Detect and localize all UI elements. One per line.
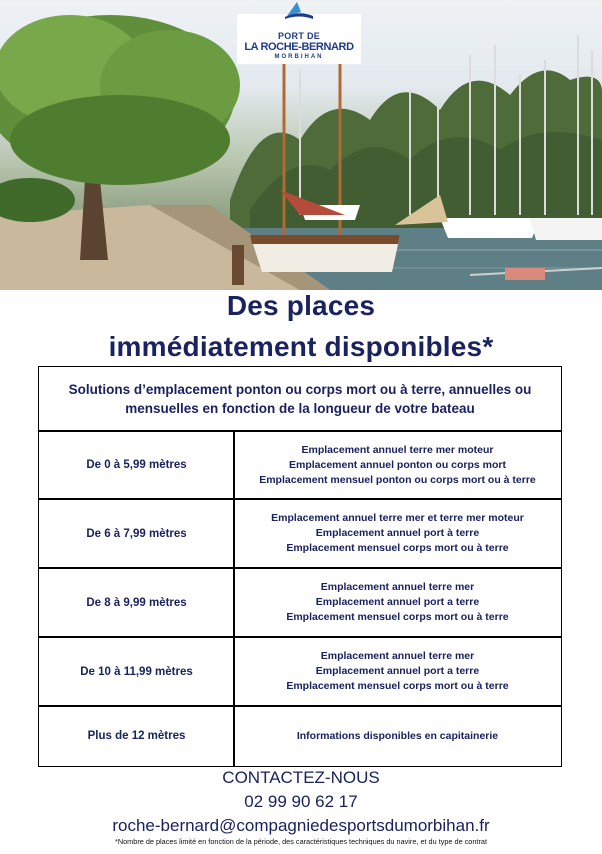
row-3-option: Emplacement mensuel corps mort ou à terre <box>286 680 509 692</box>
contact-title: CONTACTEZ-NOUS <box>222 768 380 787</box>
row-options-2 <box>233 567 562 638</box>
row-options-0 <box>233 430 562 500</box>
row-3-option: Emplacement annuel terre mer <box>320 650 475 662</box>
row-2-option: Emplacement mensuel corps mort ou à terre <box>286 611 509 623</box>
logo-wave-icon <box>283 0 315 20</box>
row-0-option: Emplacement annuel ponton ou corps mort <box>288 458 507 471</box>
row-2-option: Emplacement annuel port a terre <box>315 596 480 608</box>
row-1-option: Emplacement annuel port à terre <box>315 527 480 539</box>
row-options-1 <box>233 498 562 569</box>
row-length-4: Plus de 12 mètres <box>38 705 235 767</box>
row-4-option: Informations disponibles en capitainerie <box>296 729 499 742</box>
row-options-4 <box>233 705 562 767</box>
footnote: *Nombre de places limité en fonction de la période, des caractéristiques techniques du navire, et du type de contrat <box>115 837 487 846</box>
page-title-line-1: Des places <box>226 290 376 321</box>
logo-line-2: LA ROCHE-BERNARD <box>244 41 354 53</box>
row-3-option: Emplacement annuel port a terre <box>315 665 480 677</box>
row-2-option: Emplacement annuel terre mer <box>320 581 475 593</box>
contact-phone: 02 99 90 62 17 <box>244 792 358 811</box>
contact-email: roche-bernard@compagniedesportsdumorbihan.fr <box>112 816 490 835</box>
logo-line-3: MORBIHAN <box>274 54 324 60</box>
page-title-line-2: immédiatement disponibles* <box>108 331 494 362</box>
row-1-option: Emplacement annuel terre mer et terre mer moteur <box>271 512 524 524</box>
port-logo <box>237 14 361 64</box>
row-0-option: Emplacement mensuel ponton ou corps mort ou à terre <box>259 473 536 486</box>
marina-photo <box>0 0 602 290</box>
row-1-option: Emplacement mensuel corps mort ou à terre <box>286 542 509 554</box>
row-length-2: De 8 à 9,99 mètres <box>38 567 235 638</box>
row-options-3 <box>233 636 562 707</box>
logo-line-1: PORT DE <box>277 31 321 41</box>
table-intro: Solutions d’emplacement ponton ou corps mort ou à terre, annuelles ou mensuelles en fonction de la longueur de votre bateau <box>38 366 562 432</box>
berth-table <box>38 366 562 767</box>
row-0-option: Emplacement annuel terre mer moteur <box>301 443 494 456</box>
row-length-3: De 10 à 11,99 mètres <box>38 636 235 707</box>
row-length-1: De 6 à 7,99 mètres <box>38 498 235 569</box>
row-length-0: De 0 à 5,99 mètres <box>38 430 235 500</box>
